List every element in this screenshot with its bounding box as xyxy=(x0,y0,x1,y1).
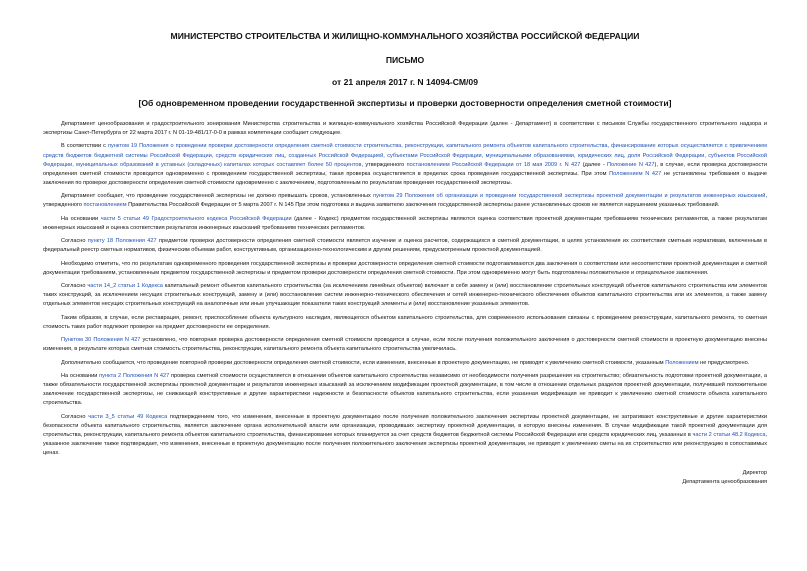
paragraph-text: , указанное заключение также подтверждает, что изменения, внесенные в проектную документацию после получения положительного заключения экспертизы проектной документации, не приводят к увеличению сметы на их строительство или реконструкцию в сопоставимых ценах. xyxy=(43,431,767,456)
paragraph-6: Необходимо отметить, что по результатам одновременного проведения государственной экспертизы и проверки достоверности определения сметной стоимости подготавливаются два заключения о соответствии или несоответствии проектной документации и сметной документации требованиям, установленным предметом государственной экспертизы и предметом проверки достоверности определения сметной стоимости. При этом одновременно могут быть подготовлены положительное и отрицательное заключения. xyxy=(43,260,767,276)
paragraph-text: Правительства Российской Федерации от 5 марта 2007 г. N 145 При этом подготовка и выдача заявителю заключения государственной экспертизы ранее установленных сроков не является нарушением указанных требований. xyxy=(126,202,720,209)
document-link[interactable]: пунктом 29 Положения об организации и проведении государственной экспертизы проектной документации и результатов инженерных изысканий xyxy=(373,193,766,200)
document-link[interactable]: пунктом 19 Положения о проведении проверки достоверности определения сметной стоимости строительства, реконструкции, капитального ремонта объектов капитального строительства, финансирование которых осуществляется с привлечением средств бюджетов бюджетной системы Российской Федерации, средств юридических лиц, созданных Российской Федерацией, субъектами Российской Федерации, муниципальными образованиями, юридических лиц, доля Российской Федерации, субъектов Российской Федерации, муниципальных образований в уставных (складочных) капиталах которых составляет более 50 процентов xyxy=(43,143,767,168)
document-link[interactable]: части 3_5 статьи 49 Кодекса xyxy=(88,413,168,420)
paragraph-2 xyxy=(43,142,767,187)
paragraph-text: , утвержденного xyxy=(361,161,407,168)
paragraph-text: не предусмотрено. xyxy=(698,359,750,366)
paragraph-text: Департамент сообщает, что проведение государственной экспертизы не должно превышать сроков, установленных xyxy=(61,193,374,200)
paragraph-text: установлено, что повторная проверка достоверности определения сметной стоимости проводится в случае, если после получения положительного заключения о достоверности сметной стоимости в проектную документацию внесены изменения, в результате которых сметная стоимость строительства, реконструкции, капитального ремонта объекта капитального строительства увеличилась. xyxy=(43,337,767,353)
document-link[interactable]: пункту 18 Положения 427 xyxy=(87,238,157,245)
paragraph-5 xyxy=(43,237,767,255)
document-title: [Об одновременном проведении государственной экспертизы и проверки достоверности определения сметной стоимости] xyxy=(138,98,672,108)
paragraph-text: предметом проверки достоверности определения сметной стоимости является изучение и оценка расчетов, содержащихся в сметной документации, в целях установления их соответствия сметным нормативам, включенным в федеральный реестр сметных нормативов, физическим объемам работ, конструктивным, организационно-технологическим и другим решениям, предусмотренным проектной документацией. xyxy=(43,238,767,254)
document-type: ПИСЬМО xyxy=(385,55,425,65)
document-link[interactable]: Положением N 427 xyxy=(609,170,662,177)
paragraph-1: Департамент ценообразования и градостроительного зонирования Министерства строительства и жилищно-коммунального хозяйства Российской Федерации (далее - Департамент) в соответствии с письмом Службы государственного строительного надзора и экспертизы Санкт-Петербурга от 22 марта 2017 г. N 01-19-481/17-0-0 в рамках компетенции сообщает следующее. xyxy=(43,121,767,137)
paragraph-7 xyxy=(43,282,767,309)
paragraph-12 xyxy=(43,413,767,458)
paragraph-text: ), в случае, если проверка достоверности определения сметной стоимости проводится одновременно с проведением государственной экспертизы, такая проверка осуществляется в пределах срока проведения государственной экспертизы. При этом xyxy=(43,161,768,177)
document-link[interactable]: части 2 статьи 48.2 Кодекса xyxy=(692,431,766,438)
paragraph-text: На основании xyxy=(61,372,100,379)
signature-position: Директор xyxy=(742,469,767,476)
document-date-number: от 21 апреля 2017 г. N 14094-СМ/09 xyxy=(332,77,478,87)
paragraph-text: капитальный ремонт объектов капитального строительства (за исключением линейных объектов) включает в себя замену и (или) восстановление строительных конструкций объектов капитального строительства или элементов таких конструкций, за исключением несущих строительных конструкций, замену и (или) восстановление систем инженерно-технического обеспечения и сетей инженерно-технического обеспечения объектов капитального строительства или их элементов, а также замену отдельных элементов несущих строительных конструкций на аналогичные или иные улучшающие показатели таких конструкций элементы и (или) восстановление указанных элементов. xyxy=(43,283,768,308)
document-link[interactable]: постановлением Российской Федерации от 18 мая 2009 г. N 427 xyxy=(406,161,581,168)
paragraph-text: Согласно xyxy=(61,413,89,420)
paragraph-10 xyxy=(43,359,767,368)
paragraph-text: Согласно xyxy=(61,283,88,290)
paragraph-text: проверка сметной стоимости осуществляется в отношении объектов капитального строительства независимо от необходимости получения разрешения на строительство; обязательность подготовки проектной документации, а также обязательности государственной экспертизы проектной документации и результатов инженерных изысканий за исключением модификации проектной документации, в том числе в отношении отдельных разделов проектной документации, получившей положительное заключение государственной экспертизы, не снижающей конструктивные и другие характеристики надежности и безопасности объектов капитального строительства, если указанная модификация не приводит к увеличению сметной стоимости объекта капитального строительства. xyxy=(43,372,767,407)
paragraph-text: подтверждением того, что изменения, внесенные в проектную документацию после получения положительного заключения экспертизы проектной документации, не затрагивают конструктивные и другие характеристики безопасности объекта капитального строительства, является заключение органа исполнительной власти или организации, проводивших экспертизу проектной документации, в которую внесены изменения. В случае модификации такой проектной документации для строительства, реконструкции, капитального ремонта объектов капитального строительства, финансирование которых планируется за счет средств бюджетов бюджетной системы Российской Федерации или средств юридических лиц, указанных в xyxy=(43,413,767,438)
document-link[interactable]: части 14_2 статьи 1 Кодекса xyxy=(87,283,163,290)
paragraph-4 xyxy=(43,215,767,233)
paragraph-text: Согласно xyxy=(61,238,88,245)
paragraph-3 xyxy=(43,192,767,210)
paragraph-11 xyxy=(43,372,767,408)
document-link[interactable]: части 5 статьи 49 Градостроительного кодекса Российской Федерации xyxy=(100,215,292,222)
paragraph-8: Таким образом, в случае, если реставрация, ремонт, приспособление объекта культурного наследия, являющегося объектом капитального строительства, для современного использования связаны с проведением реконструкции, капитального ремонта, то сметная стоимость таких работ подлежит проверке на предмет достоверности ее определения. xyxy=(43,314,767,330)
paragraph-text: На основании xyxy=(61,215,101,222)
signature-department: Департамента ценообразования xyxy=(682,478,767,485)
ministry-heading: МИНИСТЕРСТВО СТРОИТЕЛЬСТВА И ЖИЛИЩНО-КОММУНАЛЬНОГО ХОЗЯЙСТВА РОССИЙСКОЙ ФЕДЕРАЦИИ xyxy=(170,31,640,41)
letter-body xyxy=(43,120,767,458)
paragraph-text: , утвержденного xyxy=(43,193,767,209)
document-link[interactable]: Положением xyxy=(665,359,699,366)
paragraph-text: Дополнительно сообщается, что проведение повторной проверки достоверности определения сметной стоимости, если изменения, внесенные в проектную документацию, не приводят к увеличению сметной стоимости, указанным xyxy=(61,359,666,366)
document-link[interactable]: пункта 2 Положения N 427 xyxy=(99,372,170,379)
paragraph-9 xyxy=(43,336,767,354)
document-link[interactable]: постановлением xyxy=(83,202,127,209)
paragraph-text: (далее - Кодекс) предметом государственной экспертизы являются оценка соответствия проектной документации требованиям технических регламентов, а также результатам инженерных изысканий и оценка соответствия результатов инженерных изысканий требованиям технических регламентов. xyxy=(43,215,767,231)
document-link[interactable]: Положение N 427 xyxy=(606,161,655,168)
document-link[interactable]: Пунктом 30 Положения N 427 xyxy=(61,337,141,344)
paragraph-text: (далее - xyxy=(580,161,607,168)
paragraph-text: В соответствии с xyxy=(61,143,108,150)
paragraph-text: не установлены требования о выдаче заключения по проверке достоверности определения сметной стоимости одновременно с заключением, подготовленным по результатам проведения государственной экспертизы. xyxy=(43,170,767,186)
